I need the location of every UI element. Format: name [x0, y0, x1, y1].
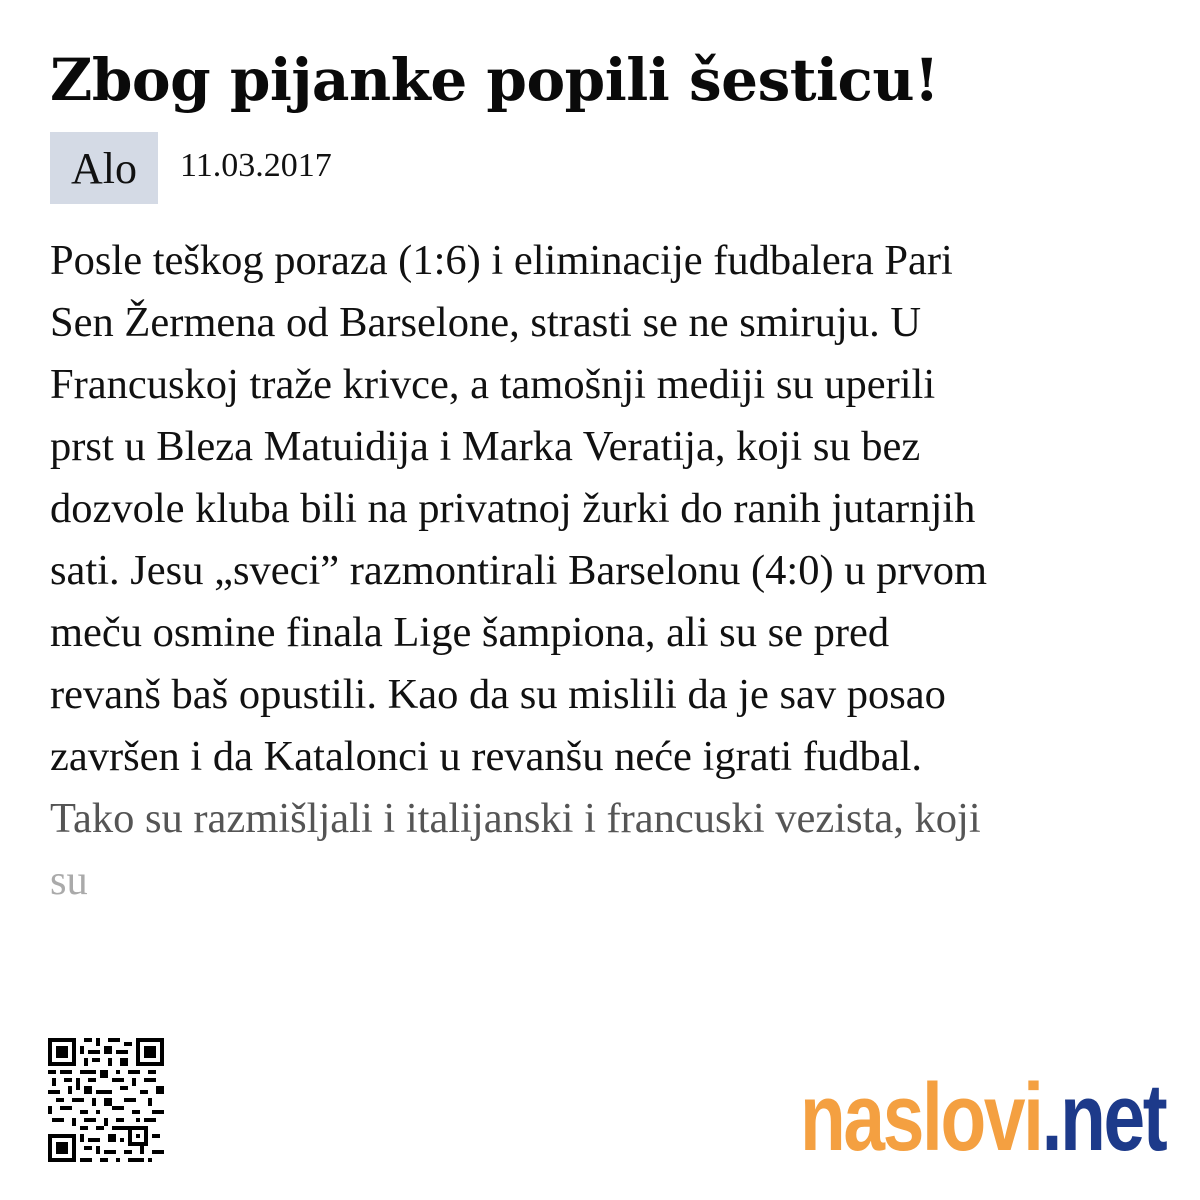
article-line-fading: Tako su razmišljali i italijanski i francuski vezista, koji — [50, 795, 981, 842]
article-body — [50, 230, 1150, 920]
logo-tld: net — [1060, 1064, 1166, 1171]
publish-date: 11.03.2017 — [180, 147, 332, 184]
article-line: Posle teškog poraza (1:6) i eliminacije fudbalera Pari — [50, 237, 953, 284]
article-line: sati. Jesu „sveci” razmontirali Barselonu (4:0) u prvom — [50, 547, 988, 594]
source-badge[interactable]: Alo — [50, 132, 158, 204]
qr-code-icon[interactable] — [48, 1038, 164, 1162]
logo-wordmark: naslovi — [800, 1064, 1042, 1171]
article-meta — [50, 132, 332, 204]
article-title: Zbog pijanke popili šesticu! — [50, 46, 939, 114]
article-line: Sen Žermena od Barselone, strasti se ne smiruju. U — [50, 299, 922, 346]
article-line: Francuskoj traže krivce, a tamošnji mediji su uperili — [50, 361, 936, 408]
logo-dot: . — [1041, 1064, 1061, 1171]
article-line: revanš baš opustili. Kao da su mislili da je sav posao — [50, 671, 946, 718]
article-line: dozvole kluba bili na privatnoj žurki do ranih jutarnjih — [50, 485, 976, 532]
article-line: završen i da Katalonci u revanšu neće igrati fudbal. — [50, 733, 923, 780]
naslovi-net-logo[interactable] — [800, 1064, 1166, 1171]
article-line: prst u Bleza Matuidija i Marka Veratija, koji su bez — [50, 423, 921, 470]
article-line: meču osmine finala Lige šampiona, ali su se pred — [50, 609, 890, 656]
article-line-faded: su — [50, 857, 88, 904]
